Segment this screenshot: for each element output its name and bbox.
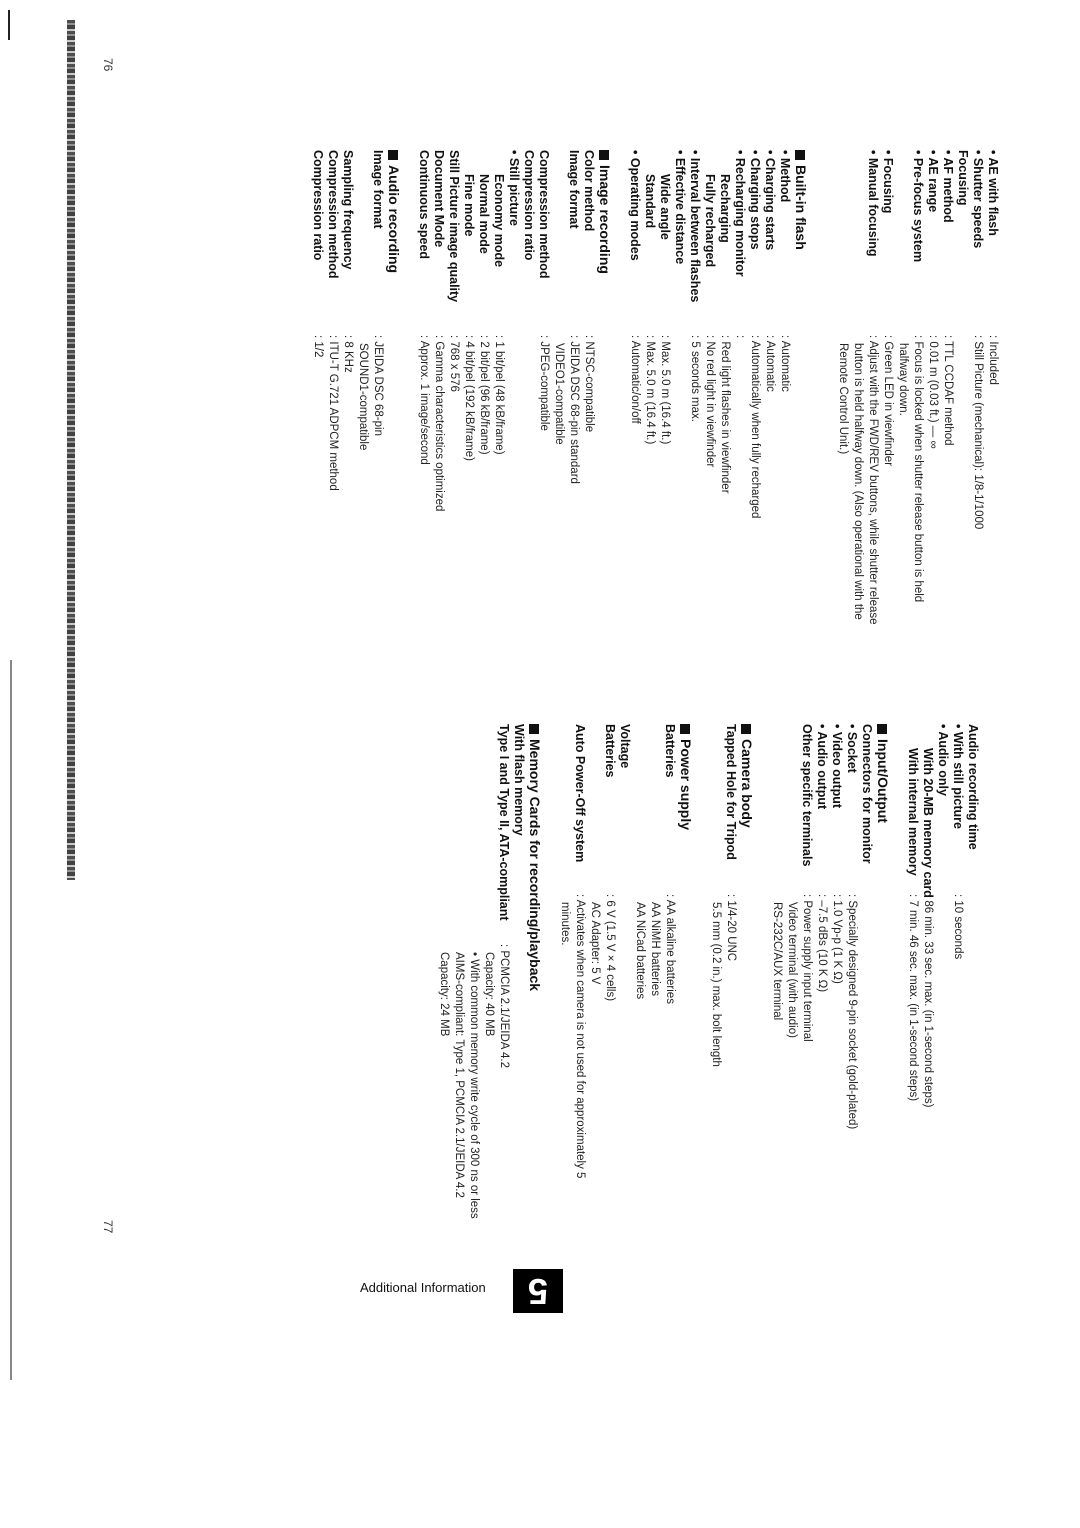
spec-label xyxy=(436,724,451,944)
section-heading-text: Memory Cards for recording/playback xyxy=(527,739,543,992)
spec-label: • Still picture xyxy=(507,150,521,226)
spec-value: : Red light flashes in viewfinder xyxy=(719,335,731,494)
spec-row xyxy=(777,150,792,625)
spec-row xyxy=(436,724,451,1219)
right-spec-column xyxy=(436,724,980,1219)
spec-row xyxy=(496,724,511,1219)
spec-row xyxy=(985,150,1000,625)
spec-row xyxy=(910,150,925,625)
spec-label: Auto Power-Off system xyxy=(573,724,587,863)
spec-label: Compression ratio xyxy=(311,150,325,261)
spec-row xyxy=(859,724,874,1219)
spec-value: : JPEG-compatible xyxy=(538,335,550,431)
spec-label: • Effective distance xyxy=(673,150,687,265)
spec-value: : Max. 5.0 m (16.4 ft.) xyxy=(644,335,656,445)
spec-label: Wide angle xyxy=(658,174,672,240)
spec-label xyxy=(769,724,784,894)
spec-label: Tapped Hole for Tripod xyxy=(724,724,738,860)
section-bullet-icon xyxy=(878,724,888,734)
spec-label xyxy=(895,150,910,335)
spec-value: : 2 bit/pel (96 kB/frame) xyxy=(478,335,490,455)
spec-value: : PCMCIA 2.1/JEIDA 4.2 xyxy=(498,944,510,1068)
spec-row xyxy=(506,150,521,625)
spec-row xyxy=(920,724,935,1219)
spec-row xyxy=(687,150,702,625)
section-image-recording xyxy=(596,150,613,625)
spec-value: halfway down. xyxy=(897,343,909,416)
spec-label: Compression method xyxy=(537,150,551,279)
section-power-supply xyxy=(677,724,694,1219)
spec-value: : Activates when camera is not used for approximately 5 xyxy=(574,894,586,1179)
section-heading-text: Audio recording xyxy=(386,165,402,274)
chapter-number: 5 xyxy=(527,1271,549,1312)
section-heading-text: Camera body xyxy=(739,739,755,828)
spec-row xyxy=(451,724,466,1219)
spec-value: : 7 min. 46 sec. max. (in 1-second steps) xyxy=(907,894,919,1102)
spec-label xyxy=(835,150,850,335)
spec-row xyxy=(466,724,481,1219)
spec-value: : 4 bit/pel (192 kB/frame) xyxy=(463,335,475,461)
spec-label: Sampling frequency xyxy=(341,150,355,270)
spec-value: : 0.01 m (0.03 ft.) — ∞ xyxy=(927,335,939,449)
spec-value: : 8 KHz xyxy=(342,335,354,373)
spec-label: • Focusing xyxy=(881,150,895,214)
spec-label: • Pre-focus system xyxy=(911,150,925,263)
spec-value: : Gamma characteristics optimized xyxy=(433,335,445,512)
spec-value: : ITU-T G.721 ADPCM method xyxy=(327,335,339,491)
spec-row xyxy=(566,150,581,625)
spec-value: : Specially designed 9-pin socket (gold-plated) xyxy=(846,894,858,1130)
spec-value: RS-232C/AUX terminal xyxy=(771,902,783,1021)
section-memory-cards xyxy=(526,724,543,1219)
spec-label: • Manual focusing xyxy=(866,150,880,257)
spec-row xyxy=(799,724,814,1219)
spec-row xyxy=(865,150,880,625)
spec-row xyxy=(747,150,762,625)
section-camera-body xyxy=(738,724,755,1219)
spec-value: button is held halfway down. (Also operational with the xyxy=(852,343,864,620)
spec-label: Recharging xyxy=(718,174,732,243)
spec-value: VIDEO1-compatible xyxy=(553,343,565,445)
spec-label: Economy mode xyxy=(492,174,506,268)
spec-label: Standard xyxy=(643,174,657,229)
spec-row xyxy=(955,150,970,625)
spec-row xyxy=(627,150,642,625)
spec-value: AA NiCad batteries xyxy=(634,902,646,1000)
spec-row xyxy=(880,150,895,625)
spec-value: : No red light in viewfinder xyxy=(704,335,716,468)
spec-label: Other specific terminals xyxy=(800,724,814,867)
spec-label: Voltage xyxy=(618,724,632,769)
spec-label: Image format xyxy=(371,150,385,229)
chapter-tab xyxy=(513,1269,563,1313)
spec-value: : 768 x 576 xyxy=(448,335,460,392)
spec-value: : JEIDA DSC 68-pin standard xyxy=(568,335,580,484)
spec-row xyxy=(844,724,859,1219)
spec-value: : TTL CCDAF method xyxy=(942,335,954,446)
spec-label: • With still picture xyxy=(951,724,965,829)
section-heading-text: Power supply xyxy=(678,739,694,831)
spec-label: Type I and Type II, ATA-compliant xyxy=(497,724,511,921)
spec-value: : Automatic xyxy=(779,335,791,392)
spec-value: : 10 seconds xyxy=(952,894,964,960)
spec-row xyxy=(850,150,865,625)
spec-label: Connectors for monitor xyxy=(860,724,874,864)
spec-label: • Socket xyxy=(845,724,859,773)
spec-row xyxy=(935,724,950,1219)
section-bullet-icon xyxy=(796,150,806,160)
section-heading-text: Image recording xyxy=(597,165,613,274)
spec-label xyxy=(587,724,602,894)
section-input-output xyxy=(874,724,891,1219)
spec-row xyxy=(970,150,985,625)
spec-label: • Recharging monitor xyxy=(733,150,747,277)
spec-value: : xyxy=(734,335,746,339)
section-bullet-icon xyxy=(681,724,691,734)
spec-label: Document Mode xyxy=(432,150,446,248)
spec-row xyxy=(702,150,717,625)
page-number: 77 xyxy=(101,1220,115,1234)
spec-row xyxy=(310,150,325,625)
spec-row xyxy=(355,150,370,625)
spec-row xyxy=(431,150,446,625)
spec-value: : 1 bit/pel (48 kB/frame) xyxy=(493,335,505,455)
spec-label: With internal memory xyxy=(906,748,920,876)
spec-row xyxy=(895,150,910,625)
spec-label: • Audio output xyxy=(815,724,829,810)
spec-row xyxy=(925,150,940,625)
spec-value: 5.5 mm (0.2 in.) max. bolt length xyxy=(710,902,722,1067)
section-audio-recording xyxy=(385,150,402,625)
spec-row xyxy=(325,150,340,625)
spec-row xyxy=(717,150,732,625)
page-number: 76 xyxy=(101,58,115,72)
section-built-in-flash xyxy=(792,150,809,625)
spec-value: : NTSC-compatible xyxy=(583,335,595,433)
spec-value: minutes. xyxy=(559,902,571,946)
spec-value: : 1.0 Vp-p (1 K Ω) xyxy=(831,894,843,984)
spec-label xyxy=(551,150,566,335)
spec-value: : Automatic xyxy=(764,335,776,392)
spec-label xyxy=(481,724,496,944)
section-heading-text: Input/Output xyxy=(875,739,891,823)
spec-label: • Audio only xyxy=(936,724,950,796)
spec-label xyxy=(850,150,865,335)
spec-row xyxy=(370,150,385,625)
spec-row xyxy=(572,724,587,1219)
spec-label xyxy=(632,724,647,894)
spec-row xyxy=(581,150,596,625)
spec-value: Capacity: 40 MB xyxy=(483,952,495,1037)
spec-row xyxy=(814,724,829,1219)
spec-value: AA NiMH batteries xyxy=(649,902,661,996)
spec-row xyxy=(732,150,747,625)
section-bullet-icon xyxy=(530,724,540,734)
spec-value: AC Adapter: 5 V xyxy=(589,902,601,985)
spec-label xyxy=(557,724,572,894)
spec-value: Video terminal (with audio) xyxy=(786,902,798,1038)
spec-label: • Method xyxy=(778,150,792,203)
spec-label: • Operating modes xyxy=(628,150,642,261)
spec-row xyxy=(829,724,844,1219)
spec-label: Focusing xyxy=(956,150,970,206)
spec-value: : Green LED in viewfinder xyxy=(882,335,894,467)
spec-row xyxy=(557,724,572,1219)
section-heading-text: Built-in flash xyxy=(793,165,809,250)
spec-value: : 5 seconds max. xyxy=(689,335,701,422)
spec-row xyxy=(632,724,647,1219)
spec-label xyxy=(784,724,799,894)
spec-label: With 20-MB memory card xyxy=(921,748,935,898)
spec-row xyxy=(602,724,617,1219)
spec-label: Batteries xyxy=(603,724,617,778)
spec-row xyxy=(521,150,536,625)
spec-label: Compression ratio xyxy=(522,150,536,261)
spec-value: : 6 V (1.5 V × 4 cells) xyxy=(604,894,616,1002)
spec-value: Capacity: 24 MB xyxy=(438,952,450,1037)
spec-label: Normal mode xyxy=(477,174,491,254)
spec-label xyxy=(466,724,481,944)
page-divider-rule xyxy=(10,660,12,1380)
spec-label: Color method xyxy=(582,150,596,232)
spec-label: • Video output xyxy=(830,724,844,808)
spec-value: : Automatically when fully recharged xyxy=(749,335,761,519)
spec-row xyxy=(672,150,687,625)
spec-label: Continuous speed xyxy=(417,150,431,260)
spec-row xyxy=(647,724,662,1219)
chapter-label: Additional Information xyxy=(360,1280,486,1295)
spec-label: • AE with flash xyxy=(986,150,1000,236)
spec-row xyxy=(587,724,602,1219)
spec-row xyxy=(940,150,955,625)
spec-label: • Interval between flashes xyxy=(688,150,702,303)
spec-row xyxy=(416,150,431,625)
spec-row xyxy=(784,724,799,1219)
spec-value: : Included xyxy=(987,335,999,385)
spec-value: AIMS-compliant: Type 1, PCMCIA 2.1/JEIDA 4.2 xyxy=(453,952,465,1198)
page-76 xyxy=(0,0,1080,700)
spec-label xyxy=(355,150,370,335)
spec-row xyxy=(708,724,723,1219)
spec-row xyxy=(723,724,738,1219)
spec-row xyxy=(551,150,566,625)
spec-value: : 1/4-20 UNC xyxy=(725,894,737,962)
spec-row xyxy=(511,724,526,1219)
spec-value: : Power supply input terminal xyxy=(801,894,813,1042)
spec-label: Compression method xyxy=(326,150,340,279)
spec-value: : –7.5 dBs (10 K Ω) xyxy=(816,894,828,993)
spec-row xyxy=(835,150,850,625)
spec-value: : 86 min. 33 sec. max. (in 1-second steps) xyxy=(922,894,934,1108)
spec-label: Audio recording time xyxy=(966,724,980,850)
spec-value: : Still Picture (mechanical): 1/8-1/1000 xyxy=(972,335,984,530)
spec-label xyxy=(451,724,466,944)
spec-label: Fully recharged xyxy=(703,174,717,268)
spec-row xyxy=(657,150,672,625)
spec-row xyxy=(461,150,476,625)
spec-label: Image format xyxy=(567,150,581,229)
spec-label xyxy=(647,724,662,894)
spec-row xyxy=(769,724,784,1219)
spec-row xyxy=(950,724,965,1219)
top-rule xyxy=(8,10,10,40)
spec-label: • Shutter speeds xyxy=(971,150,985,249)
spec-label: • AF method xyxy=(941,150,955,223)
spec-value: : Focus is locked when shutter release button is held xyxy=(912,335,924,603)
spec-value: • With common memory write cycle of 300 ns or less xyxy=(468,952,480,1219)
spec-label: • AE range xyxy=(926,150,940,213)
spec-value: Remote Control Unit.) xyxy=(837,343,849,455)
spec-label: • Charging stops xyxy=(748,150,762,250)
spec-label: Batteries xyxy=(663,724,677,778)
spec-row xyxy=(536,150,551,625)
left-spec-column xyxy=(310,150,1000,625)
section-bullet-icon xyxy=(389,150,399,160)
spec-row xyxy=(905,724,920,1219)
spec-row xyxy=(642,150,657,625)
spec-row xyxy=(491,150,506,625)
section-bullet-icon xyxy=(742,724,752,734)
spec-value: : 1/2 xyxy=(312,335,324,358)
spec-row xyxy=(481,724,496,1219)
spec-value: : Automatic/on/off xyxy=(629,335,641,424)
spec-value: : AA alkaline batteries xyxy=(664,894,676,1004)
spec-row xyxy=(340,150,355,625)
spec-row xyxy=(662,724,677,1219)
spec-value: SOUND1-compatible xyxy=(357,343,369,451)
spec-row xyxy=(476,150,491,625)
spec-row xyxy=(617,724,632,1219)
spec-label: Still Picture image quality xyxy=(447,150,461,303)
spec-row xyxy=(762,150,777,625)
spec-label xyxy=(708,724,723,894)
spec-value: : Adjust with the FWD/REV buttons, while shutter release xyxy=(867,335,879,625)
page-77 xyxy=(0,700,1080,1528)
spec-value: : Approx. 1 image/second xyxy=(418,335,430,465)
spec-label: • Charging starts xyxy=(763,150,777,251)
spec-value: : JEIDA DSC 68-pin xyxy=(372,335,384,436)
spec-label: Fine mode xyxy=(462,174,476,237)
spec-row xyxy=(446,150,461,625)
spec-row xyxy=(965,724,980,1219)
spec-value: : Max. 5.0 m (16.4 ft.) xyxy=(659,335,671,445)
section-bullet-icon xyxy=(600,150,610,160)
spec-label: With flash memory xyxy=(512,724,526,836)
